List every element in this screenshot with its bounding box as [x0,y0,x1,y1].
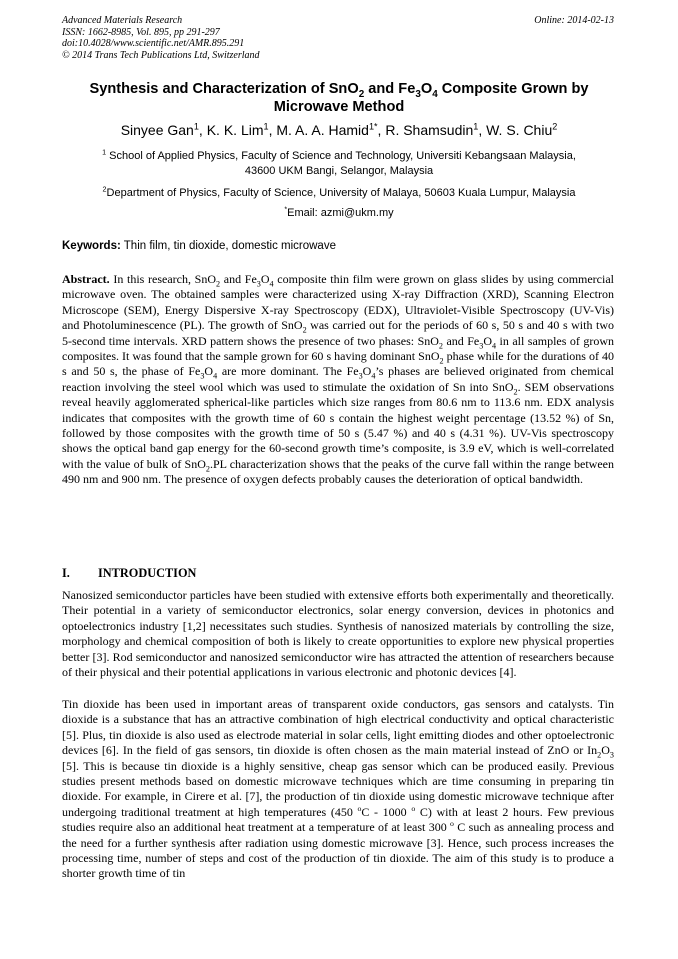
author: Sinyee Gan [120,122,194,138]
keywords: Keywords: Thin film, tin dioxide, domestic microwave [62,240,336,252]
affiliation-1: $^1$ School of Applied Physics, Faculty of Science and Technology, Universiti Kebangsaan Malaysia, 43600 UKM Bangi, Selangor, Malaysia [102,148,576,177]
author: R. Shamsudin [385,122,474,138]
abstract: Abstract. In this research, SnO$_2$ and $Fe_3O_4$ composite thin film were grown on glass slides by using commercial microwave oven. The obtained samples were characterized using X-ray Diffraction (XRD), Scanning Electron Microscope (SEM), Energy Dispersive X-ray Spectroscopy (EDX), Ultraviolet-Visible Spectroscopy (UV-Vis) and Photoluminescence (PL). The growth of SnO$_2$ was carried out for the periods of 60 s, 50 s and 40 s with two 5-second time intervals. XRD pattern shows the presence of two phases: SnO$_2$ and $Fe_3O_4$ in all samples of grown composites. It was found that the sample grown for 60 s having dominant SnO$_2$ phase while for the durations of 40 s and 50 s, the phase of $Fe_3O_4$ are more dominant. The $Fe_3O_4’s$ phases are believed originated from chemical reaction involving the steel wool which was used to stimulate the oxidation of Sn into SnO$_2$. SEM observations reveal heavily agglomerated spherical-like particles which size ranges from 80.6 nm to 113.6 nm. EDX analysis indicates that composites with the growth time of 60 s contain the highest weight percentage (13.52 %) of Sn, followed by those composites with the growth time of 50 s (5.47 %) and 40 s (4.31 %). UV-Vis spectroscopy shows the optical band gap energy for the 60-second growth time’s composite, is 3.9 eV, which is well-correlated with the value of bulk of SnO$_2$.PL characterization shows that the peaks of the curve fall within the range between 490 nm and 900 nm. The presence of oxygen defects probably causes the deterioration of optical bandwidth. [62,272,615,487]
issn-line: ISSN: 1662-8985, Vol. 895, pp 291-297 [62,26,220,38]
abstract-label: Abstract. [62,272,110,286]
intro-paragraph-1: Nanosized semiconductor particles have been studied with extensive efforts both experimentally and theoretically. Their potential in a variety of semiconductor electronics, solar energy conversion, devices in photonics and optoelectronics industry [1,2] necessitates such studies. Synthesis of nanosized materials by controlling the size, morphology and chemical composition of both is likely to create opportunities to explore new physical properties better [3]. Rod semiconductor and nanosized semiconductor wire has attracted the attention of researchers because of their physical and their potential applications in various electronic and photonic devices [4]. [62,588,614,680]
copyright-line: © 2014 Trans Tech Publications Ltd, Switzerland [62,49,260,61]
intro-paragraph-2: Tin dioxide has been used in important areas of transparent oxide conductors, gas sensors and catalysts. Tin dioxide is a substance that has an attractive combination of high electrical conductivity and optical characteristic [5]. Plus, tin dioxide is also used as electrode material in solar cells, light emitting diodes and other optoelectronic devices [6]. In the field of gas sensors, tin dioxide is often chosen as the main material instead of ZnO or $In_2O_3$ [5]. This is because tin dioxide is a highly sensitive, cheap gas sensor which can be produced easily. Previous studies present methods based on domestic microwave techniques which are time consuming in preparing tin dioxide. For example, in Cirere et al. [7], the production of tin dioxide using domestic microwave technique after undergoing traditional treatment at high temperatures (450 $^o$C - 1000 $^o$ C) with at least 2 hours. Few previous studies require also an additional heat treatment at a temperature of at least 300 $^o$ C such as annealing process and the need for a further synthesis after radiation using domestic microwave [3]. Hence, such process increases the processing time, number of steps and cost of the production of tin dioxide. The aim of this study is to produce a shorter growth time of tin [62,697,614,881]
running-header [62,15,614,61]
doi-line: doi:10.4028/www.scientific.net/AMR.895.291 [62,38,245,49]
author-list: Sinyee Gan$^1$, K. K. Lim$^1$, M. A. A. Hamid$^{1*}$, R. Shamsudin$^1$, W. S. Chiu$^2$ [120,121,558,138]
online-date: Online: 2014-02-13 [534,15,614,26]
journal-name: Advanced Materials Research [62,15,183,26]
author: K. K. Lim [206,122,264,138]
author: M. A. A. Hamid [276,122,369,138]
corresponding-email: *Email: azmi@ukm.my [284,205,394,219]
affiliation-2: $^2$Department of Physics, Faculty of Science, University of Malaya, 50603 Kuala Lumpur, Malaysia [102,185,576,199]
author: W. S. Chiu [486,122,553,138]
section-heading: I. INTRODUCTION [62,566,197,580]
paper-title: Synthesis and Characterization of SnO$_2$ and $Fe_3O_4$ Composite Grown by Microwave Method [89,81,589,115]
